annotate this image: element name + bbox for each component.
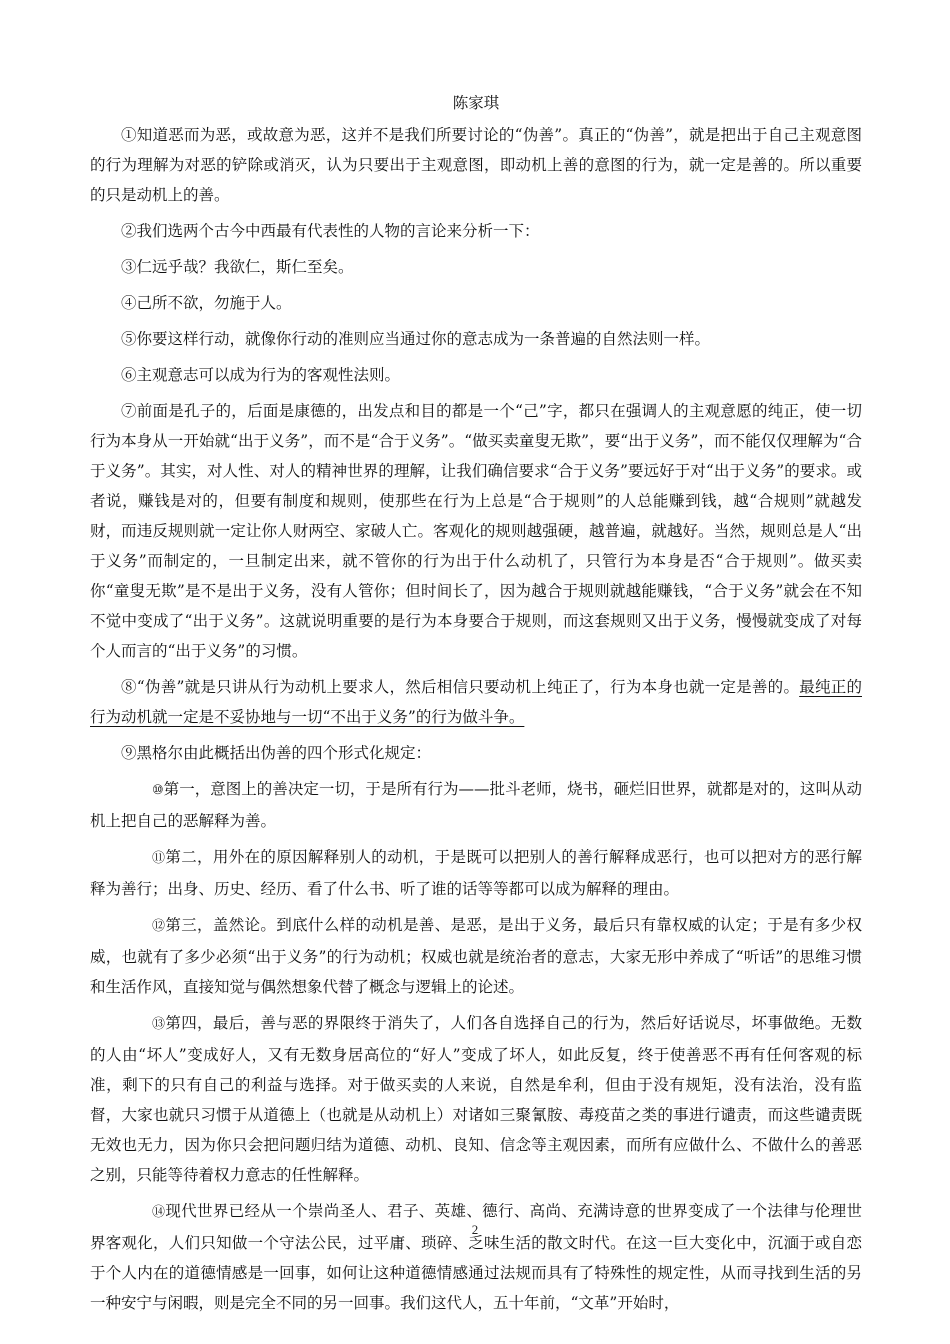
paragraph-number: ⑬ <box>152 1017 165 1032</box>
paragraph-4: ④己所不欲，勿施于人。 <box>121 294 292 312</box>
paragraph-number: ⑩ <box>152 783 163 798</box>
paragraph-number: ⑫ <box>152 919 165 934</box>
paragraph-number: ⑭ <box>152 1205 165 1220</box>
paragraph-8-underlined: 最纯正的行为动机就一定是不妥协地与一切“不出于义务”的行为做斗争。 <box>90 678 862 726</box>
author-name: 陈家琪 <box>452 94 500 112</box>
paragraph-3: ③仁远乎哉？我欲仁，斯仁至矣。 <box>121 258 354 276</box>
paragraph-12-text: 第三，盖然论。到底什么样的动机是善、是恶，是出于义务，最后只有靠权威的认定；于是有多少权威，也就有了多少必须“出于义务”的行为动机；权威也就是统治者的意志，大家无形中养成了“听话”的思维习惯和生活作风，直接知觉与偶然想象代替了概念与逻辑上的论述。 <box>90 916 862 996</box>
paragraph-8 <box>90 672 862 732</box>
paragraph-9: ⑨黑格尔由此概括出伪善的四个形式化规定： <box>121 744 432 762</box>
paragraph-13 <box>90 1008 862 1190</box>
paragraph-6: ⑥主观意志可以成为行为的客观性法则。 <box>121 366 401 384</box>
paragraph-5: ⑤你要这样行动，就像你行动的准则应当通过你的意志成为一条普遍的自然法则一样。 <box>121 330 711 348</box>
paragraph-14 <box>90 1196 862 1318</box>
paragraph-11 <box>90 842 862 904</box>
document-page <box>90 88 862 1318</box>
paragraph-14-text: 现代世界已经从一个崇尚圣人、君子、英雄、德行、高尚、充满诗意的世界变成了一个法律与伦理世界客观化，人们只知做一个守法公民，过平庸、琐碎、乏味生活的散文时代。在这一巨大变化中，沉湎于或自恋于个人内在的道德情感是一回事，如何让这种道德情感通过法规而具有了特殊性的规定性，从而寻找到生活的另一种安宁与闲暇，则是完全不同的另一回事。我们这代人，五十年前，“文革”开始时， <box>90 1202 862 1312</box>
paragraph-8-text: ⑧“伪善”就是只讲从行为动机上要求人，然后相信只要动机上纯正了，行为本身也就一定是善的。 <box>121 678 800 696</box>
paragraph-1: ①知道恶而为恶，或故意为恶，这并不是我们所要讨论的“伪善”。真正的“伪善”，就是把出于自己主观意图的行为理解为对恶的铲除或消灭，认为只要出于主观意图，即动机上善的意图的行为，就一定是善的。所以重要的只是动机上的善。 <box>90 126 862 204</box>
paragraph-13-text: 第四，最后，善与恶的界限终于消失了，人们各自选择自己的行为，然后好话说尽，坏事做绝。无数的人由“坏人”变成好人，又有无数身居高位的“好人”变成了坏人，如此反复，终于使善恶不再有任何客观的标准，剩下的只有自己的利益与选择。对于做买卖的人来说，自然是牟利，但由于没有规矩，没有法治，没有监督，大家也就只习惯于从道德上（也就是从动机上）对诸如三聚氰胺、毒疫苗之类的事进行谴责，而这些谴责既无效也无力，因为你只会把问题归结为道德、动机、良知、信念等主观因素，而所有应做什么、不做什么的善恶之别，只能等待着权力意志的任性解释。 <box>90 1014 862 1184</box>
paragraph-10-text: 第一，意图上的善决定一切，于是所有行为——批斗老师，烧书，砸烂旧世界，就都是对的，这叫从动机上把自己的恶解释为善。 <box>90 780 862 830</box>
paragraph-7: ⑦前面是孔子的，后面是康德的，出发点和目的都是一个“己”字，都只在强调人的主观意愿的纯正，使一切行为本身从一开始就“出于义务”，而不是“合于义务”。“做买卖童叟无欺”，要“出于义务”，而不能仅仅理解为“合于义务”。其实，对人性、对人的精神世界的理解，让我们确信要求“合于义务”要远好于对“出于义务”的要求。或者说，赚钱是对的，但要有制度和规则，使那些在行为上总是“合于规则”的人总能赚到钱，越“合规则”就越发财，而违反规则就一定让你人财两空、家破人亡。客观化的规则越强硬，越普遍，就越好。当然，规则总是人“出于义务”而制定的，一旦制定出来，就不管你的行为出于什么动机了，只管行为本身是否“合于规则”。做买卖你“童叟无欺”是不是出于义务，没有人管你；但时间长了，因为越合于规则就越能赚钱，“合于义务”就会在不知不觉中变成了“出于义务”。这就说明重要的是行为本身要合于规则，而这套规则又出于义务，慢慢就变成了对每个人而言的“出于义务”的习惯。 <box>90 402 862 660</box>
page-number: 2 <box>471 1222 479 1237</box>
paragraph-2: ②我们选两个古今中西最有代表性的人物的言论来分析一下： <box>121 222 540 240</box>
paragraph-11-text: 第二，用外在的原因解释别人的动机，于是既可以把别人的善行解释成恶行，也可以把对方的恶行解释为善行；出身、历史、经历、看了什么书、听了谁的话等等都可以成为解释的理由。 <box>90 848 862 898</box>
paragraph-10 <box>90 774 862 836</box>
paragraph-number: ⑪ <box>152 851 165 866</box>
paragraph-12 <box>90 910 862 1002</box>
